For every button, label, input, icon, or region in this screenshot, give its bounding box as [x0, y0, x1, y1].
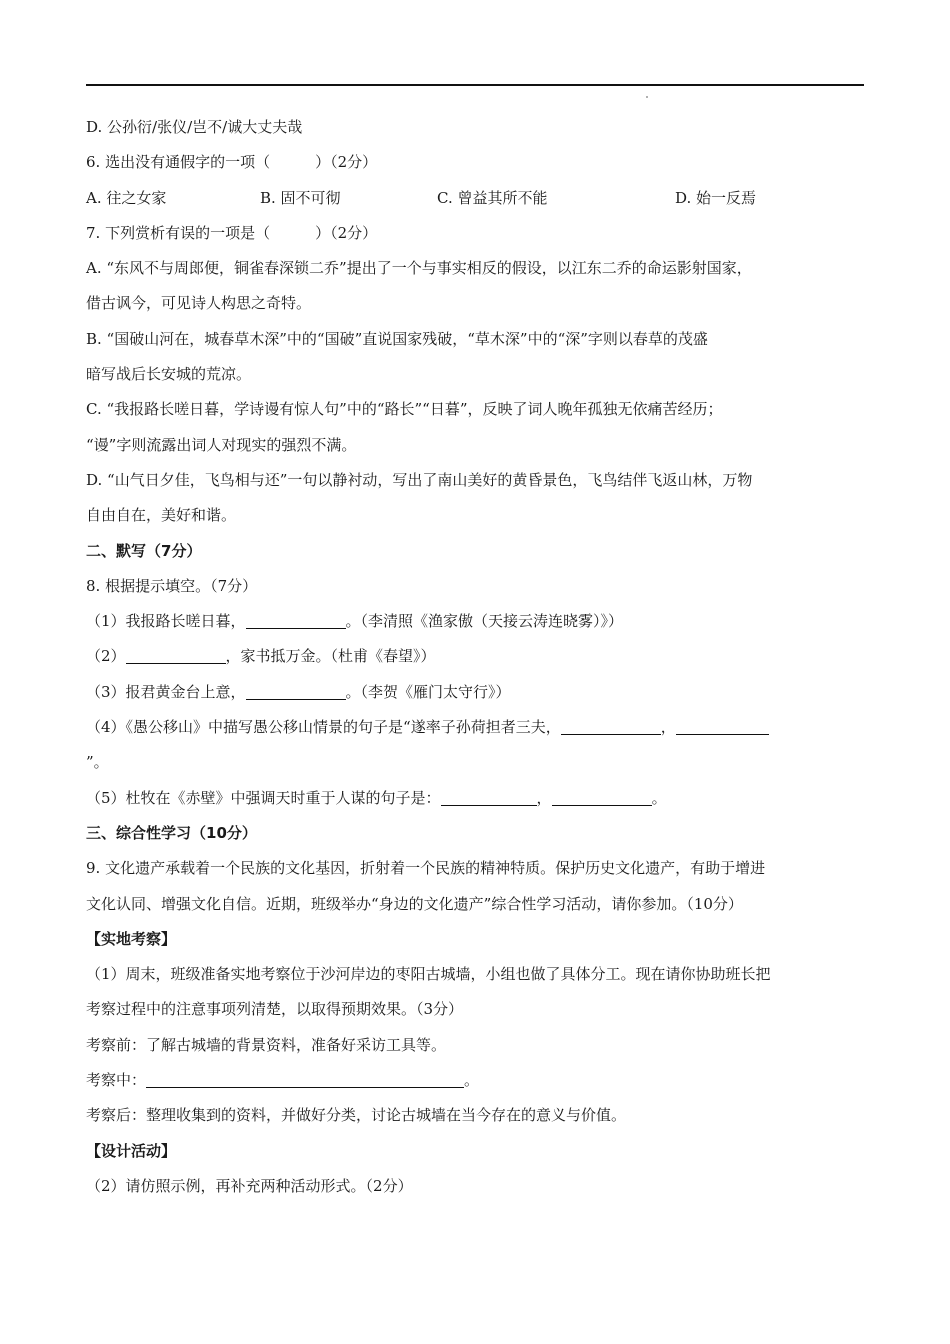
option-line: D. 公孙衍/张仪/岂不/诚大丈夫哉	[86, 118, 303, 136]
q8-1-source: 。（李清照《渔家傲（天接云涛连晓雾）》）	[345, 612, 624, 631]
q8-5-text: （5）杜牧在《赤壁》中强调天时重于人谋的句子是：	[86, 788, 441, 807]
q7-option-d-cont: 自由自在，美好和谐。	[86, 506, 237, 525]
q7-option-c-cont: “谩”字则流露出词人对现实的强烈不满。	[86, 435, 357, 454]
q7-option-a: A. “东风不与周郎便，铜雀春深锁二乔”提出了一个与事实相反的假设，以江东二乔的命运影射国家，	[86, 259, 752, 278]
during-end: 。	[464, 1071, 480, 1090]
option-c: C. 曾益其所不能	[437, 188, 548, 207]
during-label: 考察中：	[86, 1071, 147, 1090]
q8-5-end: 。	[651, 788, 667, 807]
q8-4-text: （4）《愚公移山》中描写愚公移山情景的句子是“遂率子孙荷担者三夫，	[86, 718, 561, 737]
design-activity-heading: 【设计活动】	[86, 1141, 177, 1160]
q7-option-d: D. “山气日夕佳，飞鸟相与还”一句以静衬动，写出了南山美好的黄昏景色，飞鸟结伴飞返山林，万物	[86, 470, 753, 489]
q8-5-comma: ，	[536, 788, 552, 807]
option-a: A. 往之女家	[86, 188, 167, 207]
after-study: 考察后：整理收集到的资料，并做好分类，讨论古城墙在当今存在的意义与价值。	[86, 1106, 627, 1125]
q8-3-source: 。（李贺《雁门太守行》）	[345, 682, 511, 701]
during-study	[86, 1063, 864, 1098]
header-rule	[86, 84, 864, 86]
question-9: 9. 文化遗产承载着一个民族的文化基因，折射着一个民族的精神特质。保护历史文化遗产，有助于增进	[86, 859, 766, 878]
q7-option-b-cont: 暗写战后长安城的荒凉。	[86, 365, 252, 384]
q8-item-1	[86, 604, 864, 639]
q7-option-c: C. “我报路长嗟日暮，学诗谩有惊人句”中的“路长”“日暮”，反映了词人晚年孤独无依痛苦经历；	[86, 400, 723, 419]
question-7: 7. 下列赏析有误的一项是（ ）（2分）	[86, 223, 378, 242]
q8-2-source: ，家书抵万金。（杜甫《春望》）	[225, 647, 436, 666]
fill-blank[interactable]	[552, 789, 652, 806]
option-b: B. 固不可彻	[260, 188, 341, 207]
q8-item-3	[86, 675, 864, 710]
question-6-options	[86, 181, 864, 216]
section-2-heading: 二、默写（7分）	[86, 541, 202, 560]
field-question-1-cont: 考察过程中的注意事项列清楚，以取得预期效果。（3分）	[86, 1000, 464, 1019]
q7-option-b: B. “国破山河在，城春草木深”中的“国破”直说国家残破，“草木深”中的“深”字则以春草的茂盛	[86, 329, 708, 348]
fill-blank[interactable]	[126, 647, 226, 664]
question-6: 6. 选出没有通假字的一项（ ）（2分）	[86, 153, 378, 172]
q7-option-a-cont: 借古讽今，可见诗人构思之奇特。	[86, 294, 312, 313]
q8-item-4	[86, 710, 864, 745]
q8-2-text: （2）	[86, 647, 126, 666]
q8-1-text: （1）我报路长嗟日暮，	[86, 612, 246, 631]
fill-blank[interactable]	[246, 683, 346, 700]
header-dot	[646, 96, 648, 98]
q8-item-5	[86, 781, 864, 816]
field-question-1: （1）周末，班级准备实地考察位于沙河岸边的枣阳古城墙，小组也做了具体分工。现在请你协助班长把	[86, 965, 771, 984]
field-study-heading: 【实地考察】	[86, 929, 177, 948]
fill-blank[interactable]	[441, 789, 537, 806]
question-8: 8. 根据提示填空。（7分）	[86, 576, 258, 595]
fill-blank[interactable]	[246, 612, 346, 629]
fill-blank[interactable]	[676, 718, 769, 735]
document-body	[86, 110, 864, 1204]
fill-blank[interactable]	[146, 1071, 464, 1088]
option-d: D. 始一反焉	[675, 188, 757, 207]
q8-item-4-cont: ”。	[86, 753, 109, 772]
fill-blank[interactable]	[561, 718, 661, 735]
before-study: 考察前：了解古城墙的背景资料，准备好采访工具等。	[86, 1035, 447, 1054]
section-3-heading: 三、综合性学习（10分）	[86, 823, 257, 842]
q8-4-comma: ，	[660, 718, 676, 737]
q8-item-2	[86, 639, 864, 674]
design-question-2: （2）请仿照示例，再补充两种活动形式。（2分）	[86, 1176, 413, 1195]
q8-3-text: （3）报君黄金台上意，	[86, 682, 246, 701]
question-9-cont: 文化认同、增强文化自信。近期，班级举办“身边的文化遗产”综合性学习活动，请你参加。（10分）	[86, 894, 743, 913]
